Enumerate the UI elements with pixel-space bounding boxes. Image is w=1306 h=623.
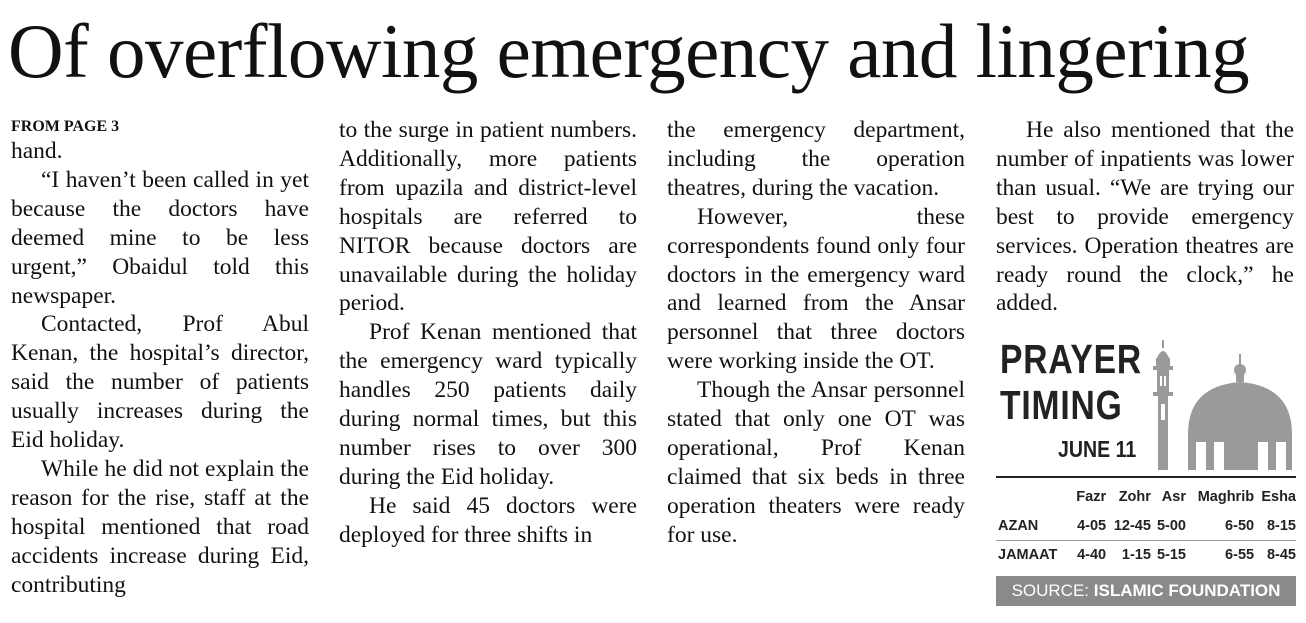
time-cell: 4-40 xyxy=(1077,547,1107,563)
paragraph: Contacted, Prof Abul Kenan, the hospital’s director, said the number of patients usually increases during the Eid holiday. xyxy=(11,311,309,454)
paragraph: He said 45 doctors were deployed for three shifts in xyxy=(339,492,637,548)
prayer-timing-title xyxy=(1000,336,1142,428)
prayer-title-line2: TIMING xyxy=(1000,382,1123,428)
prayer-row-jamaat xyxy=(996,541,1296,570)
time-cell: 6-55 xyxy=(1225,547,1255,563)
prayer-table xyxy=(996,476,1296,569)
column-2 xyxy=(339,116,637,550)
row-label: JAMAAT xyxy=(998,547,1058,563)
column-3 xyxy=(667,116,965,550)
paragraph: the emergency department, including the operation theatres, during the vacation. xyxy=(667,117,965,201)
time-cell: 8-45 xyxy=(1266,547,1296,563)
prayer-timing-box xyxy=(996,330,1296,610)
time-cell: 6-50 xyxy=(1186,512,1254,541)
mosque-icon xyxy=(1148,334,1294,476)
prayer-row-azan xyxy=(996,512,1296,541)
prayer-header: Fazr xyxy=(1076,489,1107,505)
headline: Of overflowing emergency and lingering xyxy=(8,8,1250,94)
paragraph: Though the Ansar personnel stated that only one OT was operational, Prof Kenan claimed that six beds in three operation theaters were ready for use. xyxy=(667,377,965,548)
paragraph: Prof Kenan mentioned that the emergency ward typically handles 250 patients daily during normal times, but this number rises to over 300 during the Eid holiday. xyxy=(339,319,637,490)
prayer-header: Zohr xyxy=(1118,489,1151,505)
column-4 xyxy=(996,116,1294,318)
time-cell: 5-15 xyxy=(1156,547,1186,563)
prayer-header: Esha xyxy=(1261,489,1296,505)
time-cell: 12-45 xyxy=(1106,512,1151,541)
jump-label: FROM PAGE 3 xyxy=(11,118,120,135)
paragraph: hand. xyxy=(11,138,63,164)
prayer-title-line1: PRAYER xyxy=(1000,336,1142,382)
source-name: ISLAMIC FOUNDATION xyxy=(1093,581,1281,600)
column-1 xyxy=(11,115,309,600)
time-cell: 8-15 xyxy=(1254,512,1296,541)
prayer-header-blank xyxy=(996,477,1070,512)
prayer-header: Maghrib xyxy=(1197,489,1255,505)
paragraph: While he did not explain the reason for the rise, staff at the hospital mentioned that road accidents increase during Eid, contributing xyxy=(11,455,309,598)
prayer-header: Asr xyxy=(1161,489,1186,505)
paragraph: to the surge in patient numbers. Additionally, more patients from upazila and district-level hospitals are referred to NITOR because doctors are unavailable during the holiday period. xyxy=(339,117,637,317)
source-bar xyxy=(996,576,1296,606)
prayer-date: JUNE 11 xyxy=(1058,436,1137,462)
time-cell: 1-15 xyxy=(1121,547,1151,563)
source-prefix: SOURCE: xyxy=(1011,581,1090,600)
row-label: AZAN xyxy=(996,512,1070,541)
paragraph: However, these correspondents found only four doctors in the emergency ward and learned from the Ansar personnel that three doctors were working inside the OT. xyxy=(667,203,965,375)
time-cell: 4-05 xyxy=(1070,512,1106,541)
paragraph: “I haven’t been called in yet because the doctors have deemed mine to be less urgent,” Obaidul told this newspaper. xyxy=(11,166,309,309)
time-cell: 5-00 xyxy=(1151,512,1186,541)
paragraph: He also mentioned that the number of inpatients was lower than usual. “We are trying our best to provide emergency services. Operation theatres are ready round the clock,” he added. xyxy=(996,117,1294,317)
